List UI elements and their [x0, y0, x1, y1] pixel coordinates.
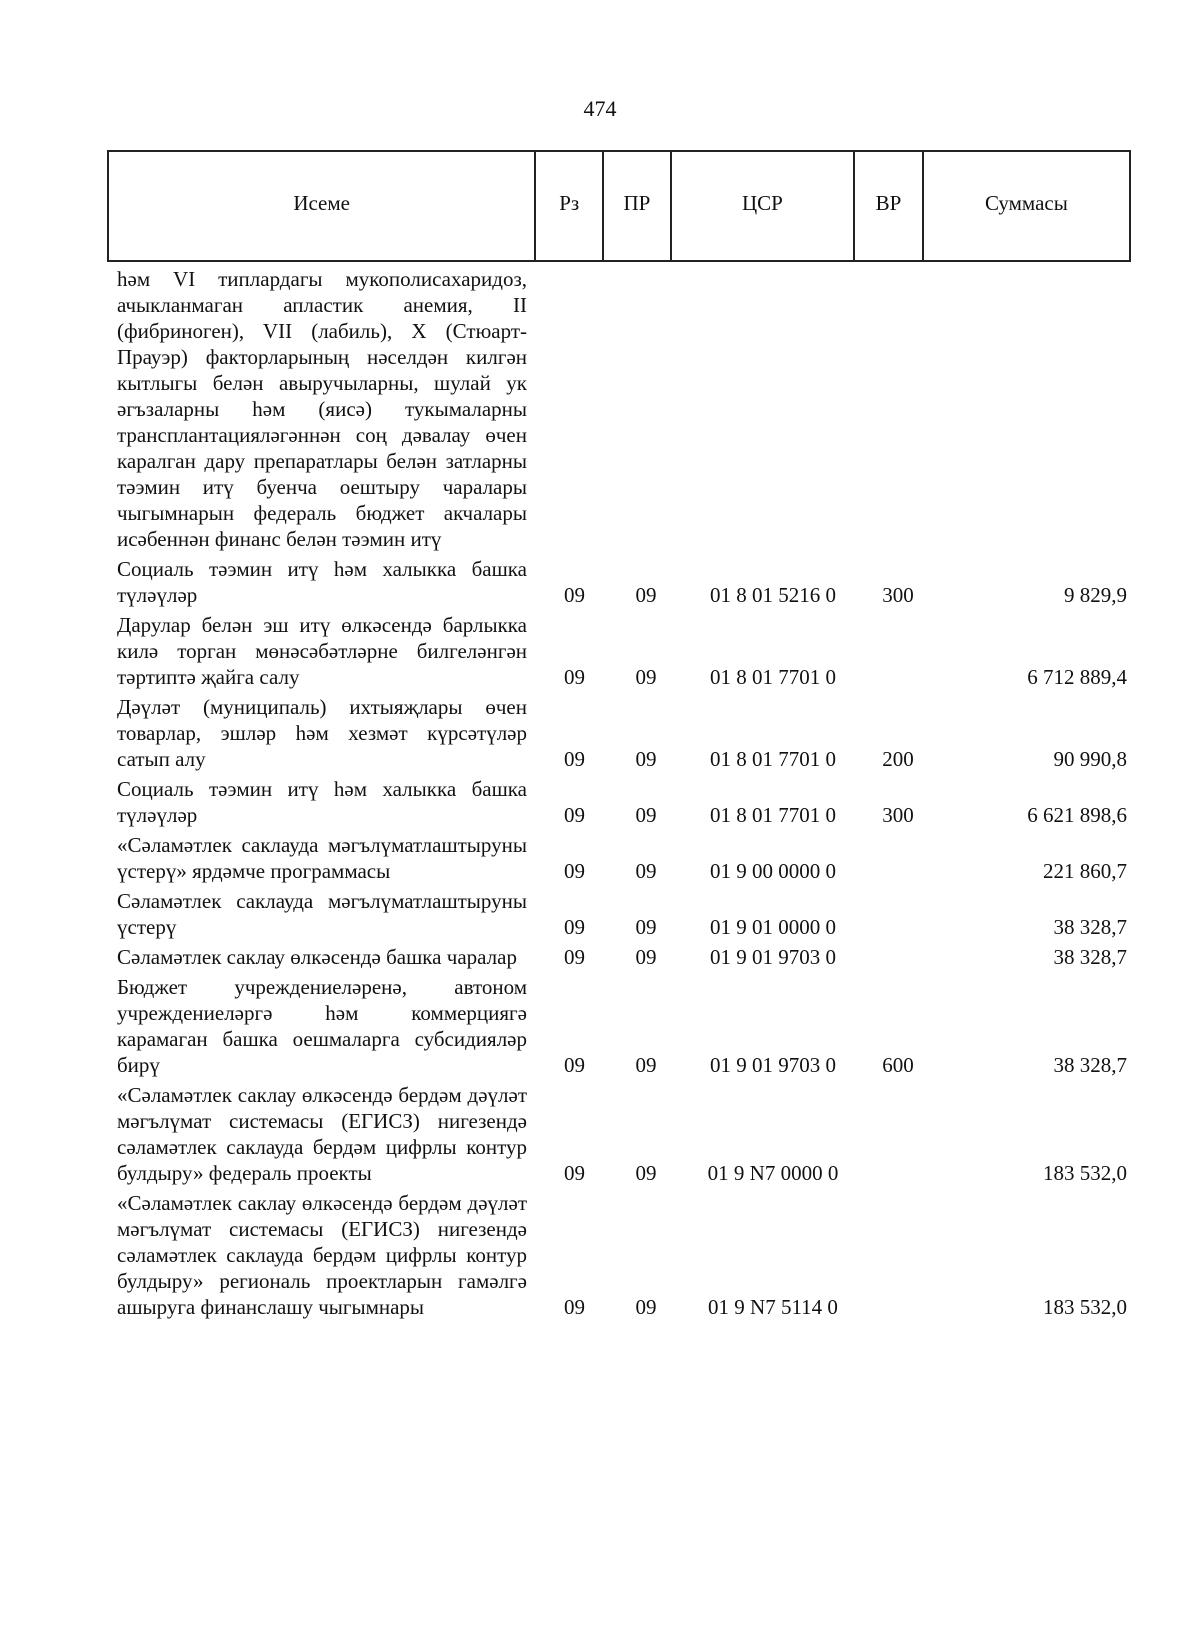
- row-rz: 09: [564, 665, 585, 689]
- table-row: [117, 776, 1127, 828]
- row-rz: 09: [564, 859, 585, 883]
- row-rz: 09: [564, 945, 585, 969]
- row-pr: 09: [635, 945, 657, 969]
- row-rz: 09: [564, 803, 585, 827]
- row-rz: 09: [564, 1295, 585, 1319]
- table-body: [117, 266, 1127, 1324]
- row-name: Дарулар белән эш итү өлкәсендә барлыкка килә торган мөнәсәбәтләрне билгеләнгән тәртиптә җайга салу: [117, 613, 527, 689]
- row-sum: 221 860,7: [1043, 859, 1127, 883]
- row-name: «Сәламәтлек саклау өлкәсендә бердәм дәүләт мәгълүмат системасы (ЕГИСЗ) нигезендә сәламәтлек саклауда бердәм цифрлы контур булдыру» региональ проектларын гамәлгә ашыруга финанслашу чыгымнары: [117, 1191, 527, 1319]
- header-sum: Суммасы: [984, 190, 1068, 215]
- row-rz: 09: [564, 1161, 585, 1185]
- row-pr: 09: [635, 803, 657, 827]
- row-rz: 09: [564, 1053, 585, 1077]
- table-row: [117, 974, 1127, 1078]
- table-row: [117, 1190, 1127, 1320]
- row-name: Социаль тәэмин итү һәм халыкка башка түләүләр: [117, 777, 527, 827]
- table-row: [117, 266, 1127, 552]
- row-name: Сәламәтлек саклау өлкәсендә башка чаралар: [117, 945, 517, 969]
- header-vr: ВР: [855, 152, 924, 260]
- row-sum: 6 621 898,6: [1027, 803, 1127, 827]
- row-name: Социаль тәэмин итү һәм халыкка башка түләүләр: [117, 557, 527, 607]
- row-pr: 09: [635, 665, 657, 689]
- row-rz: 09: [564, 583, 585, 607]
- table-row: [117, 888, 1127, 940]
- row-csr: 01 8 01 5216 0: [710, 583, 836, 607]
- page-number: 474: [583, 96, 617, 121]
- row-csr: 01 9 N7 0000 0: [707, 1161, 839, 1185]
- table-row: [117, 944, 1127, 970]
- row-rz: 09: [564, 915, 585, 939]
- row-name: Дәүләт (муниципаль) ихтыяҗлары өчен товарлар, эшләр һәм хезмәт күрсәтүләр сатып алу: [117, 695, 527, 771]
- row-vr: 300: [882, 803, 914, 827]
- row-csr: 01 8 01 7701 0: [710, 803, 836, 827]
- table-row: [117, 1082, 1127, 1186]
- header-pr: ПР: [604, 152, 672, 260]
- row-pr: 09: [635, 747, 657, 771]
- row-pr: 09: [635, 1161, 657, 1185]
- row-csr: 01 9 00 0000 0: [710, 859, 836, 883]
- row-vr: 600: [882, 1053, 914, 1077]
- row-sum: 38 328,7: [1053, 915, 1127, 939]
- table-row: [117, 832, 1127, 884]
- header-csr: ЦСР: [672, 152, 855, 260]
- row-sum: 183 532,0: [1043, 1161, 1127, 1185]
- row-sum: 38 328,7: [1053, 1053, 1127, 1077]
- row-csr: 01 9 01 9703 0: [710, 1053, 836, 1077]
- row-vr: 200: [882, 747, 914, 771]
- row-csr: 01 8 01 7701 0: [710, 747, 836, 771]
- header-name: Исеме: [109, 152, 536, 260]
- row-csr: 01 9 01 0000 0: [710, 915, 836, 939]
- row-pr: 09: [635, 583, 657, 607]
- row-sum: 38 328,7: [1053, 945, 1127, 969]
- row-sum: 6 712 889,4: [1027, 665, 1127, 689]
- row-vr: 300: [882, 583, 914, 607]
- row-rz: 09: [564, 747, 585, 771]
- row-sum: 183 532,0: [1043, 1295, 1127, 1319]
- row-name: һәм VI типлардагы мукополисахаридоз, ачыкланмаган апластик анемия, II (фибриноген), VII (лабиль), X (Стюарт-Прауэр) факторларының нәселдән килгән кытлыгы белән авыручыларны, шулай ук әгъзаларны һәм (яисә) тукымаларны трансплантацияләгәннән соң дәвалау өчен каралган дару препаратлары белән затларны тәэмин итү буенча оештыру чаралары чыгымнарын федераль бюджет акчалары исәбеннән финанс белән тәэмин итү: [117, 267, 527, 551]
- row-csr: 01 8 01 7701 0: [710, 665, 836, 689]
- table-row: [117, 612, 1127, 690]
- row-sum: 90 990,8: [1053, 747, 1127, 771]
- row-sum: 9 829,9: [1064, 583, 1127, 607]
- row-name: «Сәламәтлек саклау өлкәсендә бердәм дәүләт мәгълүмат системасы (ЕГИСЗ) нигезендә сәламәтлек саклауда бердәм цифрлы контур булдыру» федераль проекты: [117, 1083, 527, 1185]
- row-name: Сәламәтлек саклауда мәгълүматлаштыруны үстерү: [117, 889, 527, 939]
- row-csr: 01 9 N7 5114 0: [708, 1295, 838, 1319]
- row-pr: 09: [635, 859, 657, 883]
- table-row: [117, 694, 1127, 772]
- row-name: Бюджет учреждениеләренә, автоном учреждениеләргә һәм коммерциягә карамаган башка оешмаларга субсидияләр бирү: [117, 975, 527, 1077]
- row-csr: 01 9 01 9703 0: [710, 945, 836, 969]
- header-rz: Рз: [536, 152, 604, 260]
- row-pr: 09: [635, 1053, 657, 1077]
- table-row: [117, 556, 1127, 608]
- row-name: «Сәламәтлек саклауда мәгълүматлаштыруны үстерү» ярдәмче программасы: [117, 833, 527, 883]
- row-pr: 09: [635, 915, 657, 939]
- table-header: [107, 150, 1131, 262]
- row-pr: 09: [635, 1295, 657, 1319]
